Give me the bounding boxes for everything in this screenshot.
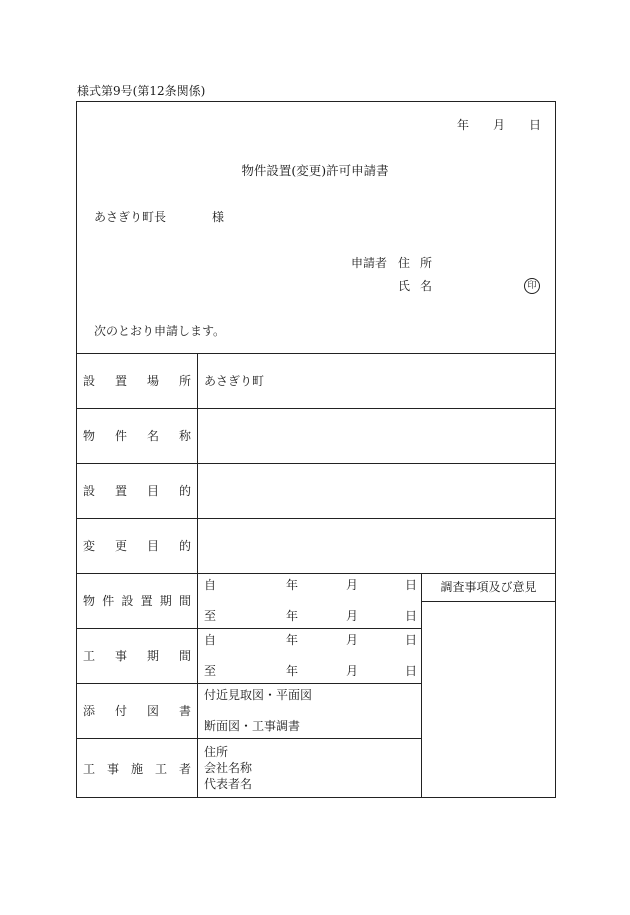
- contractor-representative-label: 代表者名: [204, 777, 253, 791]
- install-from-year: 年: [286, 578, 299, 592]
- row-divider: [76, 408, 556, 409]
- object-name-label: 物 件 名 称: [83, 429, 191, 443]
- install-from-day: 日: [405, 578, 418, 592]
- date-month-label: 月: [493, 118, 506, 132]
- header-divider: [76, 353, 556, 354]
- purpose-label: 設 置 目 的: [83, 484, 191, 498]
- construction-from-month: 月: [346, 633, 359, 647]
- form-number-label: 様式第9号(第12条関係): [77, 84, 206, 98]
- row-divider: [76, 463, 556, 464]
- attachments-line-1: 付近見取図・平面図: [204, 688, 313, 702]
- location-value: あさぎり町: [204, 374, 265, 388]
- row-divider: [76, 683, 421, 684]
- intro-text: 次のとおり申請します。: [94, 324, 226, 338]
- seal-mark: 印: [524, 278, 540, 294]
- install-to-day: 日: [405, 609, 418, 623]
- construction-to-prefix: 至: [204, 664, 217, 678]
- construction-period-label: 工 事 期 間: [83, 649, 191, 663]
- applicant-address-label: 住 所: [398, 256, 432, 270]
- survey-header-divider: [421, 601, 556, 602]
- addressee-name: あさぎり町長: [94, 210, 167, 224]
- addressee-honorific: 様: [212, 210, 225, 224]
- construction-to-year: 年: [286, 664, 299, 678]
- construction-from-day: 日: [405, 633, 418, 647]
- row-divider: [76, 518, 556, 519]
- construction-to-month: 月: [346, 664, 359, 678]
- location-label: 設 置 場 所: [83, 374, 191, 388]
- survey-column-divider: [421, 573, 422, 798]
- contractor-address-label: 住所: [204, 745, 229, 759]
- install-to-month: 月: [346, 609, 359, 623]
- date-day-label: 日: [529, 118, 542, 132]
- change-purpose-label: 変 更 目 的: [83, 539, 191, 553]
- label-column-divider: [197, 353, 198, 798]
- row-divider: [76, 573, 556, 574]
- row-divider: [76, 738, 421, 739]
- construction-to-day: 日: [405, 664, 418, 678]
- application-form-frame: [76, 101, 556, 798]
- install-to-prefix: 至: [204, 609, 217, 623]
- document-title: 物件設置(変更)許可申請書: [241, 163, 389, 178]
- applicant-name-label: 氏 名: [398, 279, 432, 293]
- date-year-label: 年: [457, 118, 470, 132]
- install-to-year: 年: [286, 609, 299, 623]
- applicant-role-label: 申請者: [351, 256, 388, 270]
- install-period-label: 物 件 設 置 期 間: [83, 594, 191, 608]
- construction-from-prefix: 自: [204, 633, 217, 647]
- contractor-company-label: 会社名称: [204, 761, 253, 775]
- attachments-label: 添 付 図 書: [83, 704, 191, 718]
- install-from-month: 月: [346, 578, 359, 592]
- construction-from-year: 年: [286, 633, 299, 647]
- row-divider: [76, 628, 421, 629]
- survey-header: 調査事項及び意見: [440, 580, 537, 594]
- install-from-prefix: 自: [204, 578, 217, 592]
- attachments-line-2: 断面図・工事調書: [204, 719, 301, 733]
- contractor-label: 工 事 施 工 者: [83, 762, 191, 776]
